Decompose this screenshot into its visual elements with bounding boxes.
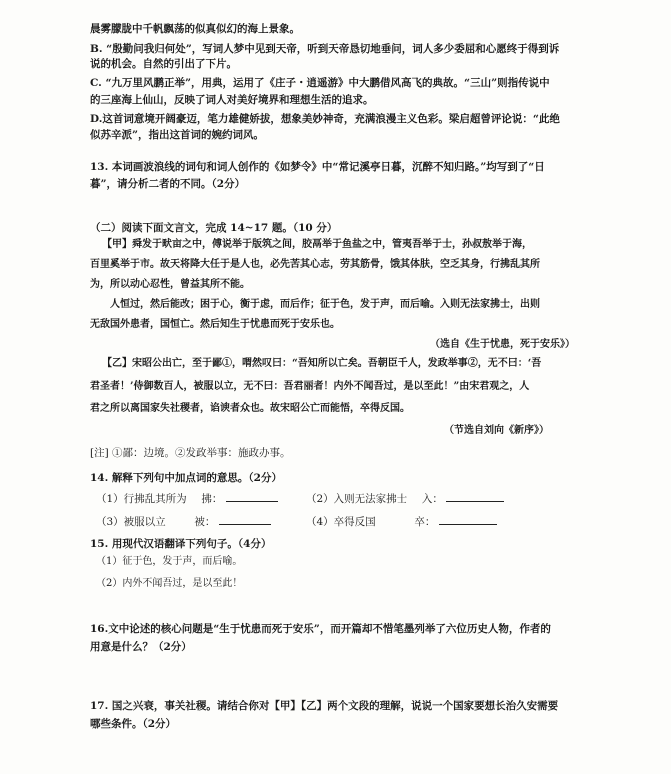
question-13-line2: 暮”，请分析二者的不同。（2分） xyxy=(90,178,246,190)
q14-item-2-label: （2）入则无法家拂士 xyxy=(306,493,408,505)
q14-item-2-word: 入： xyxy=(421,493,443,505)
passage-yi-line2: 君圣者！’侍御数百人，被服以立，无不曰：吾君丽者！内外不闻吾过，是以至此！”由宋君观之，人 xyxy=(90,381,530,392)
passage-yi-source: （节选自刘向《新序》） xyxy=(444,425,549,436)
q14-item-2 xyxy=(306,490,504,506)
option-b-line1: B. “殷勤问我归何处”，写词人梦中见到天帝，听到天帝恳切地垂问，词人多少委屈和心愿终于得到诉 xyxy=(90,43,560,55)
answer-blank-4[interactable] xyxy=(439,513,497,525)
q14-item-4-label: （4）卒得反国 xyxy=(306,516,376,528)
option-d-line1: D.这首词意境开阔豪迈，笔力雄健娇拔，想象美妙神奇，充满浪漫主义色彩。梁启超曾评论说：“此绝 xyxy=(90,113,560,125)
passage-jia-line3: 为，所以动心忍性，曾益其所不能。 xyxy=(90,279,250,290)
passage-jia-line5: 无敌国外患者，国恒亡。然后知生于忧患而死于安乐也。 xyxy=(90,319,340,330)
q14-item-3 xyxy=(96,513,271,529)
answer-blank-3[interactable] xyxy=(219,513,271,525)
q15-sentence-2: （2）内外不闻吾过，是以至此！ xyxy=(96,578,243,589)
option-d-line2: 似苏辛派”，指出这首词的婉约词风。 xyxy=(90,129,265,141)
question-13-line1: 13. 本词画波浪线的词句和词人创作的《如梦令》中“常记溪亭日暮，沉醉不知归路。”均写到了“日 xyxy=(90,161,545,173)
passage-jia-line2: 百里奚举于市。故天将降大任于是人也，必先苦其心志，劳其筋骨，饿其体肤，空乏其身，行拂乱其所 xyxy=(90,259,540,270)
question-14-title: 14. 解释下列句中加点词的意思。（2分） xyxy=(90,472,282,484)
q14-item-3-word: 被： xyxy=(194,516,216,528)
answer-blank-1[interactable] xyxy=(226,490,278,502)
passage-yi-line1: 【乙】宋昭公出亡，至于鄙①，喟然叹曰：“吾知所以亡矣。吾朝臣千人，发政举事②，无不曰：‘吾 xyxy=(102,358,542,369)
question-16-line1: 16.文中论述的核心问题是“生于忧患而死于安乐”，而开篇却不惜笔墨列举了六位历史人物，作者的 xyxy=(90,623,551,635)
q15-sentence-1: （1）征于色，发于声，而后喻。 xyxy=(96,556,243,567)
passage-jia-line1: 【甲】舜发于畎亩之中，傅说举于版筑之间，胶鬲举于鱼盐之中，管夷吾举于士，孙叔敖举于海， xyxy=(102,239,532,250)
question-16-line2: 用意是什么？（2分） xyxy=(90,641,192,653)
q14-item-1-label: （1）行拂乱其所为 xyxy=(96,493,187,505)
passage-yi-line3: 君之所以离国家失社稷者，谄谀者众也。故宋昭公亡而能悟，卒得反国。 xyxy=(90,403,410,414)
passage-jia-line4: 人恒过，然后能改；困于心，衡于虑，而后作；征于色，发于声，而后喻。入则无法家拂士，出则 xyxy=(110,299,540,310)
question-17-line1: 17. 国之兴衰，事关社稷。请结合你对【甲】【乙】两个文段的理解，说说一个国家要想长治久安需要 xyxy=(90,700,559,712)
passage-jia-source: （选自《生于忧患，死于安乐》） xyxy=(430,339,575,350)
q14-item-1-word: 拂： xyxy=(201,493,223,505)
answer-blank-2[interactable] xyxy=(446,490,504,502)
q14-item-4-word: 卒： xyxy=(414,516,436,528)
q14-item-1 xyxy=(96,490,278,506)
option-c-line2: 的三座海上仙山，反映了词人对美好境界和理想生活的追求。 xyxy=(90,94,374,106)
q14-item-4 xyxy=(306,513,497,529)
option-a-tail: 晨雾朦胧中千帆飘荡的似真似幻的海上景象。 xyxy=(90,23,300,35)
option-c-line1: C. “九万里风鹏正举”，用典，运用了《庄子・逍遥游》中大鹏借风高飞的典故。“三山”则指传说中 xyxy=(90,77,550,89)
section-2-heading: （二）阅读下面文言文，完成 14~17 题。（10 分） xyxy=(90,222,338,234)
question-17-line2: 哪些条件。（2分） xyxy=(90,718,177,730)
q14-item-3-label: （3）被服以立 xyxy=(96,516,166,528)
annotation-notes: [注] ①鄙：边境。②发政举事：施政办事。 xyxy=(90,447,291,459)
option-b-line2: 说的机会。自然的引出了下片。 xyxy=(90,58,237,70)
question-15-title: 15. 用现代汉语翻译下列句子。（4分） xyxy=(90,538,272,550)
